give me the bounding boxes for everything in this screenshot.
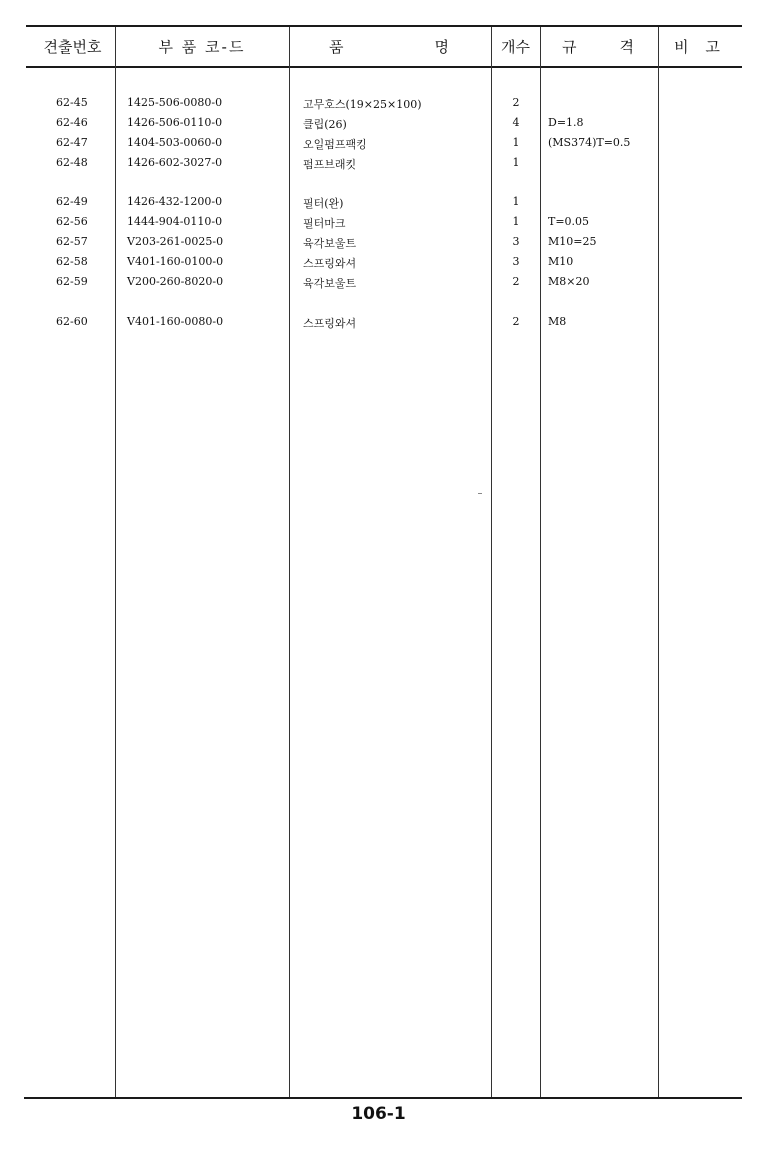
item-number: 62-56 [56, 215, 88, 228]
scan-mark [478, 493, 482, 494]
spec: D=1.8 [548, 116, 584, 129]
spec: (MS374)T=0.5 [548, 136, 631, 149]
item-number: 62-48 [56, 156, 88, 169]
header-spec-right: 격 [619, 37, 636, 56]
part-name: 클립(26) [303, 118, 347, 131]
spec: M8×20 [548, 275, 590, 288]
part-code: V401-160-0080-0 [127, 315, 224, 328]
top-rule [26, 25, 742, 27]
item-number: 62-57 [56, 235, 88, 248]
item-number: 62-45 [56, 96, 88, 109]
column-divider [658, 27, 659, 1097]
header-remarks: 비 고 [674, 37, 726, 56]
spec: M10=25 [548, 235, 597, 248]
header-spec [540, 32, 658, 60]
quantity: 1 [512, 215, 520, 228]
column-divider [289, 27, 290, 1097]
spec: T=0.05 [548, 215, 590, 228]
table-row [0, 235, 757, 255]
part-code: V203-261-0025-0 [127, 235, 224, 248]
item-number: 62-49 [56, 195, 88, 208]
table-row [0, 195, 757, 215]
part-code: 1404-503-0060-0 [127, 136, 223, 149]
table-row [0, 96, 757, 116]
part-code: V401-160-0100-0 [127, 255, 224, 268]
header-part-name-right: 명 [434, 37, 451, 56]
spec: M8 [548, 315, 567, 328]
quantity: 3 [512, 235, 520, 248]
quantity: 3 [512, 255, 520, 268]
table-row [0, 315, 757, 335]
quantity: 4 [512, 116, 520, 129]
quantity: 1 [512, 195, 520, 208]
part-code: 1426-506-0110-0 [127, 116, 223, 129]
part-name: 오일펌프팩킹 [303, 138, 367, 151]
bottom-rule [24, 1097, 742, 1099]
item-number: 62-60 [56, 315, 88, 328]
header-part-name [289, 32, 491, 60]
table-row [0, 255, 757, 275]
item-number: 62-58 [56, 255, 88, 268]
part-name: 필터마크 [303, 217, 346, 230]
part-name: 펌프브래킷 [303, 158, 357, 171]
quantity: 2 [512, 275, 520, 288]
table-row [0, 116, 757, 136]
header-quantity: 개수 [501, 37, 530, 56]
part-name: 스프링와셔 [303, 317, 357, 330]
quantity: 2 [512, 96, 520, 109]
column-divider [115, 27, 116, 1097]
part-code: 1425-506-0080-0 [127, 96, 223, 109]
part-name: 육각보울트 [303, 237, 357, 250]
item-number: 62-47 [56, 136, 88, 149]
table-row [0, 136, 757, 156]
part-code: 1426-602-3027-0 [127, 156, 223, 169]
part-code: 1426-432-1200-0 [127, 195, 223, 208]
column-divider [540, 27, 541, 1097]
item-number: 62-46 [56, 116, 88, 129]
quantity: 2 [512, 315, 520, 328]
quantity: 1 [512, 136, 520, 149]
header-part-name-left: 품 [329, 37, 346, 56]
header-spec-left: 규 [562, 37, 579, 56]
part-name: 육각보울트 [303, 277, 357, 290]
column-divider [491, 27, 492, 1097]
part-name: 스프링와셔 [303, 257, 357, 270]
quantity: 1 [512, 156, 520, 169]
header-item-number: 견출번호 [43, 37, 102, 56]
page-number: 106-1 [351, 1104, 406, 1124]
spec: M10 [548, 255, 574, 268]
table-row [0, 156, 757, 176]
part-name: 필터(완) [303, 197, 344, 210]
part-name: 고무호스(19×25×100) [303, 98, 422, 111]
part-code: 1444-904-0110-0 [127, 215, 223, 228]
part-code: V200-260-8020-0 [127, 275, 224, 288]
item-number: 62-59 [56, 275, 88, 288]
table-row [0, 275, 757, 295]
table-row [0, 215, 757, 235]
header-rule [26, 66, 742, 68]
header-part-code: 부 품 코-드 [158, 37, 246, 56]
